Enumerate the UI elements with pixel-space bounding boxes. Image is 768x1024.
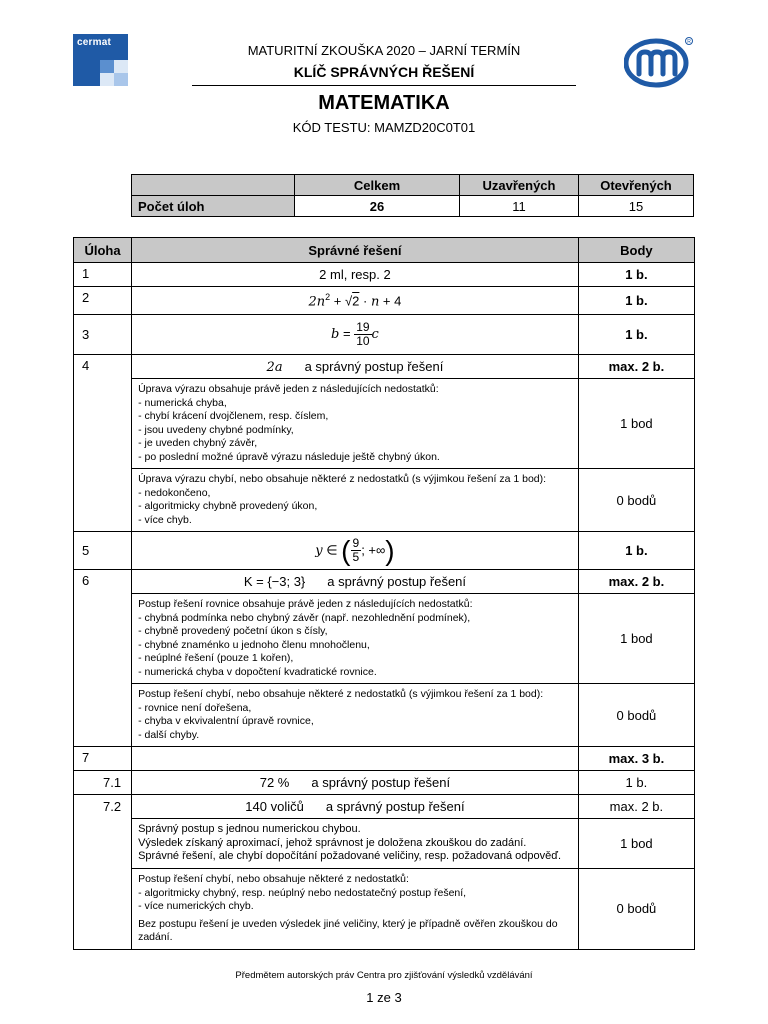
table-row: 4 2a a správný postup řešení max. 2 b. [74,355,695,379]
summary-total-value: 26 [295,196,460,217]
answer-table [73,237,695,950]
table-row: Správný postup s jednou numerickou chybou. Výsledek získaný aproximací, jehož správnost je doložena zkouškou do zadání. Správné řešení, ale chybí dopočítání požadované veličiny, resp. požadovaná odpověď. 1 bod [74,819,695,869]
summary-table [131,174,694,217]
table-row: Postup řešení chybí, nebo obsahuje některé z nedostatků (s výjimkou řešení za 1 bod): - rovnice není dořešena, - chyba v ekvivalentní úpravě rovnice, - další chyby. 0 bodů [74,684,695,747]
cermat-logo-label: cermat [77,37,111,48]
table-row: 7.2 140 voličů a správný postup řešení max. 2 b. [74,795,695,819]
table-row: Úprava výrazu obsahuje právě jeden z následujících nedostatků: - numerická chyba, - chybí krácení dvojčlenem, resp. číslem, - jsou uvedeny chybné podmínky, - je uveden chybný závěr, - po poslední možné úpravě výrazu následuje ještě chybný úkon. 1 bod [74,379,695,469]
table-row: 6 K = {−3; 3} a správný postup řešení max. 2 b. [74,570,695,594]
page-number: 1 ze 3 [366,990,402,1005]
col-solution-header: Správné řešení [132,238,579,263]
col-points-header: Body [578,238,694,263]
header-divider [192,85,576,86]
table-row: 5 y ∈ ( $\frac{9}{5}$ ; +∞) 1 b. [74,532,695,570]
exam-title: MATURITNÍ ZKOUŠKA 2020 – JARNÍ TERMÍN [247,43,521,58]
m-logo-icon [624,36,694,88]
summary-col-closed: Uzavřených [460,175,579,196]
summary-closed-value: 11 [460,196,579,217]
copyright-footer: Předmětem autorských práv Centra pro zjišťování výsledků vzdělávání [235,970,533,981]
test-code: KÓD TESTU: MAMZD20C0T01 [292,120,476,135]
table-row: 7 max. 3 b. [74,747,695,771]
summary-open-value: 15 [579,196,694,217]
col-task-header: Úloha [74,238,132,263]
svg-text:R: R [687,39,691,45]
subject-title: MATEMATIKA [318,92,450,114]
table-row: Postup řešení chybí, nebo obsahuje některé z nedostatků: - algoritmicky chybný, resp. neúplný nebo nedostatečný postup řešení, - více numerických chyb. Bez postupu řešení je uveden výsledek jiné veličiny, který je případně ověřen zkouškou do zadání. 0 bodů [74,869,695,950]
table-row: 1 2 ml, resp. 2 1 b. [74,263,695,287]
task5-formula: y ∈ ( $\frac{9}{5}$ ; +∞) [132,532,579,570]
table-row: 7.1 72 % a správný postup řešení 1 b. [74,771,695,795]
cermat-logo [73,34,128,86]
summary-row-label: Počet úloh [132,196,295,217]
table-row: Postup řešení rovnice obsahuje právě jeden z následujících nedostatků: - chybná podmínka nebo chybný závěr (např. nezohlednění podmínek), - chybně provedený početní úkon s čísly, - chybné znaménko u jednoho členu mnohočlenu, - neúplné řešení (pouze 1 kořen), - numerická chyba v dopočtení kvadratické rovnice. 1 bod [74,594,695,684]
table-row: 2 $2n^2 + √2 \cdot n + 4$ 1 b. [74,287,695,315]
answer-key-title: KLÍČ SPRÁVNÝCH ŘEŠENÍ [293,64,475,80]
table-row: 3 b = $\frac{19}{10}$ c 1 b. [74,315,695,355]
summary-col-open: Otevřených [579,175,694,196]
summary-col-total: Celkem [295,175,460,196]
task2-formula: $2n^2 + √2 \cdot n + 4$ [132,287,579,315]
table-row: Úprava výrazu chybí, nebo obsahuje některé z nedostatků (s výjimkou řešení za 1 bod): - nedokončeno, - algoritmicky chybně provedený úkon, - více chyb. 0 bodů [74,469,695,532]
task3-formula: b = $\frac{19}{10}$ c [132,315,579,355]
